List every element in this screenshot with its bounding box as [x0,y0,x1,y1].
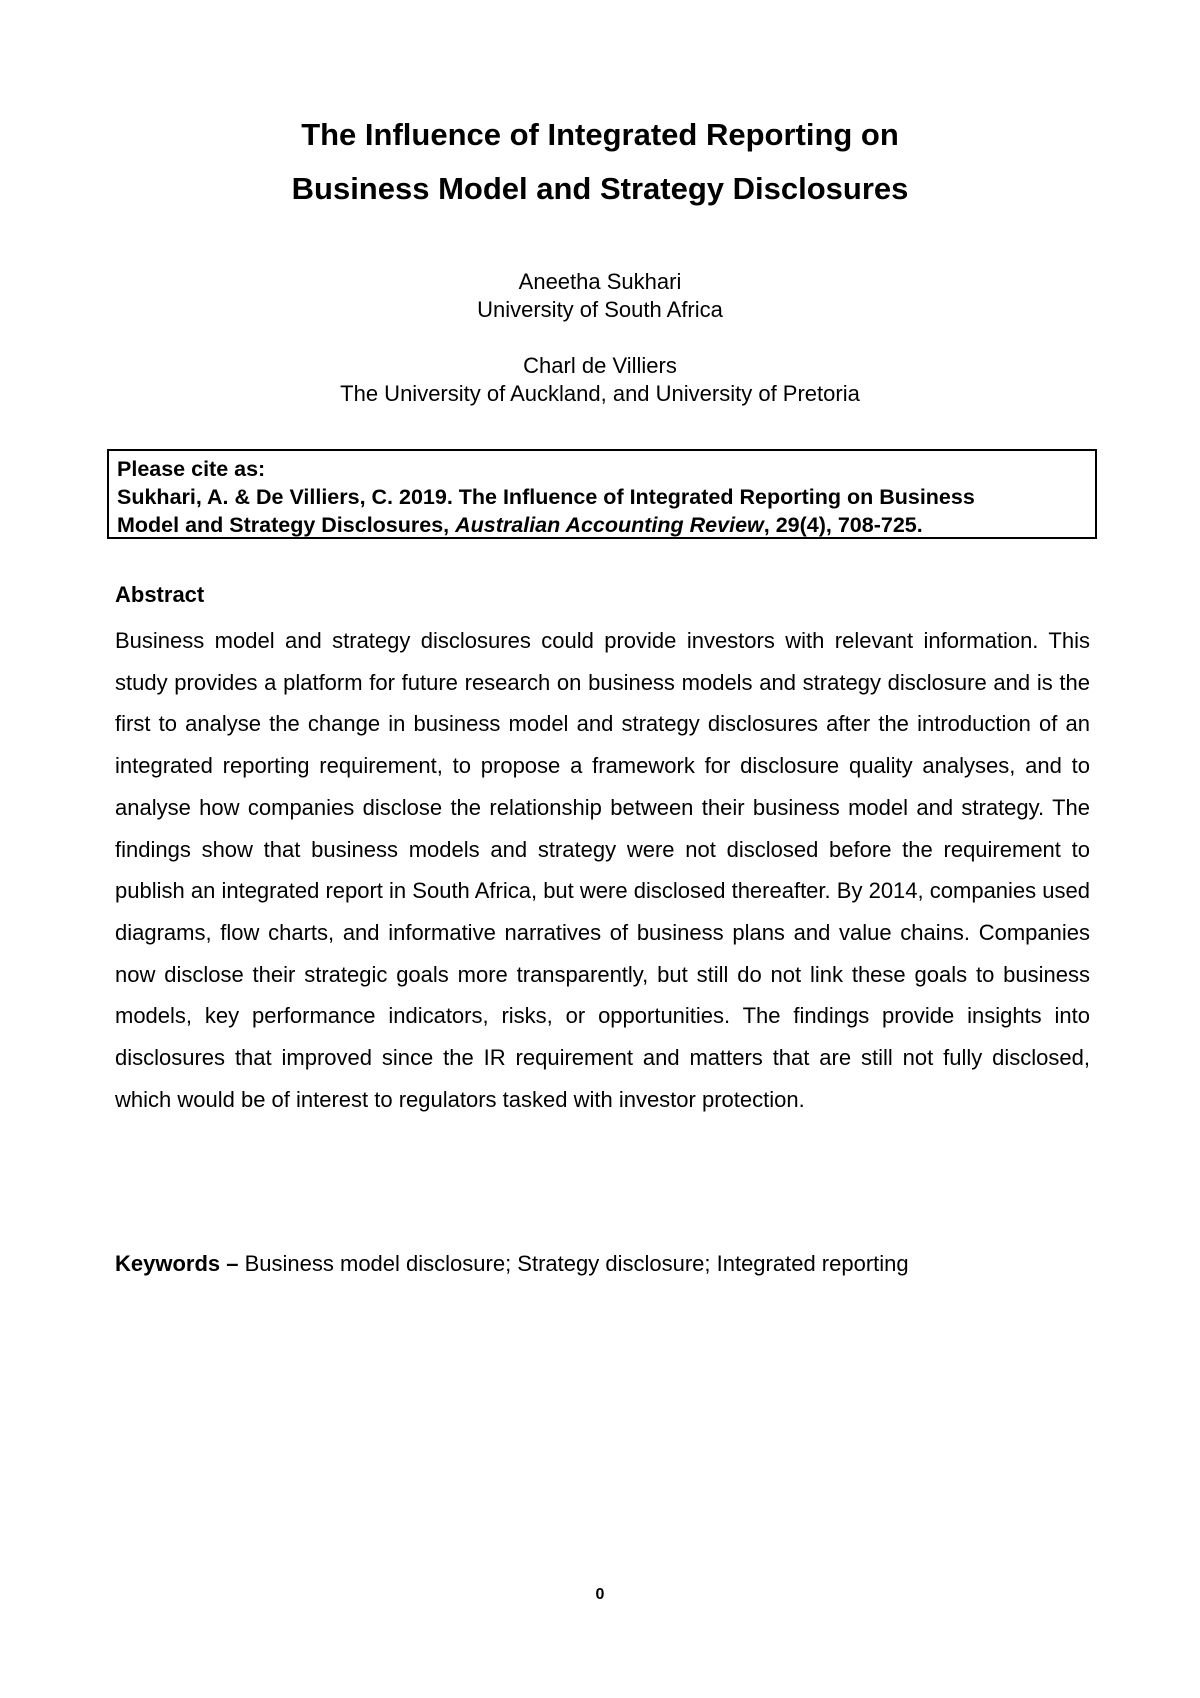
citation-box [107,449,1097,539]
author-name: Charl de Villiers [523,353,677,378]
keywords-label: Keywords – [115,1251,239,1276]
author-block-1 [0,268,1200,324]
author-affiliation: The University of Auckland, and University of Pretoria [340,381,860,406]
keywords-line [115,1249,909,1279]
citation-journal: Australian Accounting Review [455,513,764,537]
citation-line-2 [117,511,1087,539]
paper-title [0,108,1200,216]
author-block-2 [0,352,1200,408]
author-name: Aneetha Sukhari [518,269,682,294]
citation-line-2-suffix: , 29(4), 708-725. [763,513,923,537]
citation-line-1: Sukhari, A. & De Villiers, C. 2019. The Influence of Integrated Reporting on Business [117,485,975,509]
title-line-2: Business Model and Strategy Disclosures [291,171,909,206]
author-affiliation: University of South Africa [477,297,723,322]
abstract-heading: Abstract [115,582,205,607]
page-number: 0 [595,1586,605,1603]
abstract-text: Business model and strategy disclosures could provide investors with relevant information. This study provides a platform for future research on business models and strategy disclosure and is the first to analyse the change in business model and strategy disclosures after the introduction of an integrated reporting requirement, to propose a framework for disclosure quality analyses, and to analyse how companies disclose the relationship between their business model and strategy. The findings show that business models and strategy were not disclosed before the requirement to publish an integrated report in South Africa, but were disclosed thereafter. By 2014, companies used diagrams, flow charts, and informative narratives of business plans and value chains. Companies now disclose their strategic goals more transparently, but still do not link these goals to business models, key performance indicators, risks, or opportunities. The findings provide insights into disclosures that improved since the IR requirement and matters that are still not fully disclosed, which would be of interest to regulators tasked with investor protection. [115,628,1090,1112]
keywords-text: Business model disclosure; Strategy disclosure; Integrated reporting [238,1251,909,1276]
citation-heading: Please cite as: [117,457,266,481]
title-line-1: The Influence of Integrated Reporting on [301,117,899,152]
citation-line-2-prefix: Model and Strategy Disclosures, [117,513,456,537]
